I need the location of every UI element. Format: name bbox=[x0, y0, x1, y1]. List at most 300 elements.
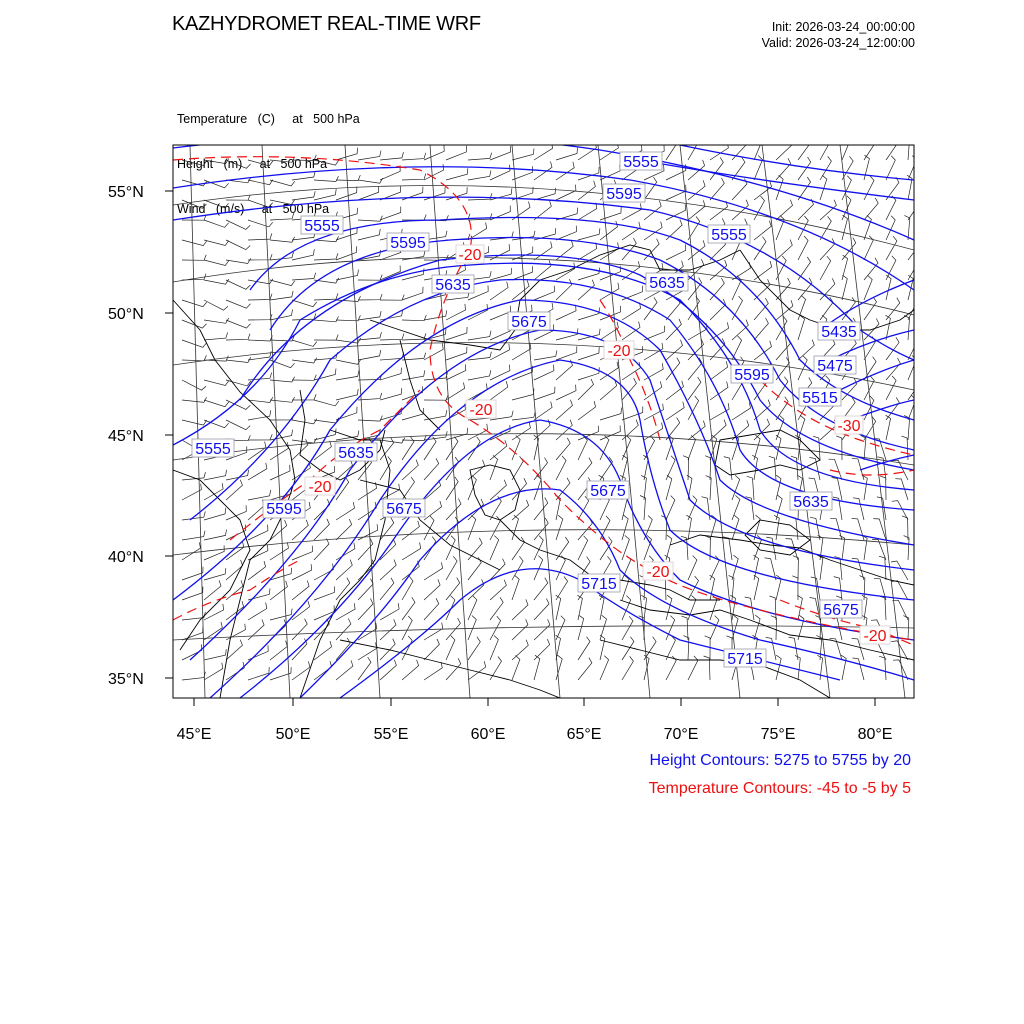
wind-barb bbox=[336, 359, 361, 364]
wind-barb bbox=[248, 442, 266, 460]
wind-barb bbox=[644, 363, 663, 380]
wind-barb bbox=[688, 556, 697, 580]
wind-barb bbox=[852, 518, 864, 540]
wind-barb bbox=[182, 567, 203, 580]
wind-barb bbox=[424, 187, 445, 200]
height-label bbox=[578, 574, 620, 593]
wind-barb bbox=[226, 357, 251, 362]
wind-barb bbox=[490, 146, 511, 160]
wind-barb bbox=[292, 273, 316, 280]
wind-barb bbox=[248, 588, 270, 600]
wind-barb bbox=[226, 662, 244, 680]
field-temperature: Temperature (C) at 500 hPa bbox=[177, 112, 360, 126]
wind-barb bbox=[182, 397, 207, 402]
wind-barb bbox=[862, 595, 867, 620]
wind-barb bbox=[490, 381, 508, 400]
wind-barb bbox=[446, 168, 468, 180]
wind-barb bbox=[683, 456, 689, 480]
wind-barb bbox=[512, 575, 519, 600]
height-label bbox=[799, 388, 841, 407]
wind-barb bbox=[380, 334, 404, 341]
wind-barb bbox=[314, 539, 329, 561]
wind-barb bbox=[292, 601, 310, 620]
wind-barb bbox=[336, 246, 357, 260]
wind-barb bbox=[358, 151, 381, 160]
wind-barb bbox=[314, 176, 339, 181]
wind-barb bbox=[578, 228, 600, 240]
wind-barb bbox=[600, 207, 621, 220]
wind-barb bbox=[754, 196, 765, 220]
svg-text:-20: -20 bbox=[607, 343, 631, 360]
wind-barb bbox=[446, 636, 455, 660]
wind-barb bbox=[578, 401, 596, 420]
wind-barb bbox=[270, 465, 290, 480]
wind-barb bbox=[556, 420, 572, 440]
wind-barb bbox=[666, 418, 680, 440]
wind-barb bbox=[204, 279, 229, 284]
wind-barb bbox=[490, 344, 510, 360]
wind-barb bbox=[204, 568, 226, 580]
wind-barb bbox=[534, 556, 543, 580]
wind-barb bbox=[248, 160, 273, 166]
svg-text:-20: -20 bbox=[863, 628, 887, 645]
wind-barb bbox=[248, 314, 272, 320]
wind-barb bbox=[314, 293, 338, 300]
wind-barb bbox=[358, 374, 382, 380]
height-label bbox=[603, 184, 645, 203]
wind-barb bbox=[490, 282, 508, 300]
wind-barb bbox=[270, 237, 295, 242]
wind-barb bbox=[314, 189, 336, 200]
wind-barb bbox=[336, 407, 357, 420]
wind-barb bbox=[336, 315, 360, 321]
wind-barb bbox=[446, 187, 467, 200]
wind-barb bbox=[248, 410, 271, 420]
wind-barb bbox=[424, 579, 440, 600]
wind-barb bbox=[724, 457, 732, 480]
wind-barb bbox=[402, 543, 421, 561]
wind-barb bbox=[512, 389, 534, 401]
wind-barb bbox=[820, 136, 831, 160]
wind-barb bbox=[792, 576, 798, 600]
wind-barb bbox=[314, 369, 336, 381]
wind-barb bbox=[204, 220, 229, 227]
wind-barb bbox=[512, 599, 528, 620]
wind-barb bbox=[534, 242, 552, 260]
height-label bbox=[818, 322, 860, 341]
wind-barb bbox=[864, 297, 877, 320]
svg-text:5595: 5595 bbox=[266, 501, 302, 518]
wind-barb bbox=[512, 343, 531, 360]
wind-barb bbox=[336, 389, 358, 400]
wind-barb bbox=[710, 420, 726, 441]
wind-barb bbox=[182, 160, 207, 166]
wind-barb bbox=[886, 196, 896, 220]
wind-barb bbox=[666, 456, 675, 480]
wind-barb bbox=[578, 637, 590, 660]
wind-barb bbox=[314, 160, 339, 165]
wind-barb bbox=[578, 658, 592, 680]
wind-barb bbox=[248, 220, 273, 227]
wind-barb bbox=[862, 475, 867, 500]
wind-barb bbox=[358, 311, 381, 320]
wind-barb bbox=[380, 603, 399, 620]
wind-barb bbox=[204, 530, 227, 541]
temp-label bbox=[456, 245, 484, 264]
wind-barb bbox=[226, 258, 251, 263]
wind-barb bbox=[226, 334, 250, 340]
wind-barb bbox=[226, 505, 246, 520]
wind-barb bbox=[402, 561, 419, 580]
wind-barb bbox=[490, 580, 506, 600]
wind-barb bbox=[358, 599, 373, 621]
svg-text:5595: 5595 bbox=[390, 235, 426, 252]
wind-barb bbox=[182, 200, 207, 208]
wind-barb bbox=[292, 438, 317, 443]
wind-barb bbox=[776, 655, 781, 680]
lat-label: 45°N bbox=[108, 428, 144, 445]
wind-barb bbox=[248, 336, 272, 342]
wind-barb bbox=[380, 207, 401, 221]
wind-barb bbox=[226, 220, 250, 229]
wind-barb bbox=[402, 287, 423, 300]
wind-barb bbox=[834, 556, 842, 580]
wind-barb bbox=[862, 535, 867, 560]
svg-text:5675: 5675 bbox=[590, 483, 626, 500]
wind-barb bbox=[182, 627, 203, 640]
init-time: Init: 2026-03-24_00:00:00 bbox=[771, 20, 915, 34]
svg-text:5555: 5555 bbox=[195, 441, 231, 458]
wind-barb bbox=[747, 476, 754, 500]
svg-text:5715: 5715 bbox=[727, 651, 763, 668]
wind-barb bbox=[534, 351, 557, 361]
wind-barb bbox=[292, 375, 316, 381]
wind-barb bbox=[204, 649, 226, 660]
wind-barb bbox=[446, 658, 461, 680]
wind-barb bbox=[270, 620, 286, 641]
wind-barb bbox=[836, 436, 842, 460]
wind-barb bbox=[769, 456, 776, 480]
graticule bbox=[173, 145, 914, 698]
wind-barb bbox=[270, 442, 289, 460]
wind-barb bbox=[270, 568, 292, 580]
wind-barb bbox=[446, 382, 465, 400]
wind-barb bbox=[424, 598, 439, 620]
wind-barb bbox=[336, 619, 351, 641]
wind-barb bbox=[512, 280, 529, 300]
wind-barb bbox=[424, 662, 442, 680]
wind-barb bbox=[204, 318, 229, 323]
wind-barb bbox=[754, 261, 772, 280]
wind-barb bbox=[270, 291, 293, 300]
wind-barb bbox=[248, 294, 272, 300]
height-label bbox=[263, 500, 305, 518]
wind-barb bbox=[182, 531, 205, 540]
wind-barb bbox=[314, 400, 339, 406]
wind-barb bbox=[622, 656, 633, 680]
wind-barb bbox=[686, 515, 691, 540]
wind-barb bbox=[776, 240, 792, 260]
wind-barb bbox=[600, 380, 617, 400]
wind-barb bbox=[622, 222, 640, 240]
wind-barb bbox=[512, 640, 528, 660]
wind-barb bbox=[402, 353, 426, 360]
wind-barb bbox=[468, 170, 491, 180]
wind-barb bbox=[666, 381, 684, 400]
wind-barb bbox=[534, 599, 549, 621]
wind-barb bbox=[314, 499, 330, 520]
wind-barb bbox=[666, 204, 686, 220]
wind-barb bbox=[292, 564, 312, 580]
wind-barb bbox=[556, 515, 563, 540]
wind-barb bbox=[248, 434, 272, 440]
wind-barb bbox=[468, 538, 482, 560]
wind-barb bbox=[754, 318, 768, 340]
height-label-layer bbox=[192, 152, 862, 668]
wind-barb bbox=[853, 658, 865, 680]
wind-barb bbox=[402, 153, 426, 160]
height-label bbox=[192, 439, 234, 458]
svg-text:5515: 5515 bbox=[802, 390, 838, 407]
wind-barb bbox=[886, 216, 895, 240]
wind-barb bbox=[512, 537, 525, 560]
wind-barb bbox=[292, 313, 316, 320]
wind-barb bbox=[226, 160, 251, 168]
wind-barb bbox=[336, 148, 358, 160]
wind-barb bbox=[424, 343, 443, 360]
wind-barb bbox=[776, 397, 788, 420]
wind-barb bbox=[380, 388, 402, 400]
svg-text:5715: 5715 bbox=[581, 576, 617, 593]
wind-barb bbox=[490, 306, 510, 320]
wind-barb bbox=[380, 578, 394, 600]
wind-barb bbox=[600, 457, 613, 480]
wind-barb bbox=[842, 378, 857, 400]
svg-text:-30: -30 bbox=[837, 418, 861, 435]
wind-barb bbox=[710, 157, 723, 180]
wind-barb bbox=[732, 402, 751, 420]
lon-label: 70°E bbox=[663, 726, 699, 743]
map-frame bbox=[173, 145, 914, 698]
height-label bbox=[731, 365, 773, 384]
wind-barb bbox=[534, 498, 548, 520]
svg-text:5635: 5635 bbox=[649, 275, 685, 292]
wind-barb bbox=[204, 508, 226, 520]
wind-barb bbox=[270, 280, 295, 286]
field-wind: Wind (m/s) at 500 hPa bbox=[177, 202, 330, 216]
wind-barb bbox=[556, 305, 576, 320]
wind-barb bbox=[622, 302, 641, 320]
wind-barb bbox=[424, 310, 447, 320]
svg-text:5675: 5675 bbox=[386, 501, 422, 518]
wind-barb bbox=[710, 201, 728, 220]
wind-barb bbox=[182, 672, 205, 680]
height-label bbox=[387, 233, 429, 252]
wind-barb bbox=[358, 178, 383, 183]
wind-barb bbox=[688, 421, 705, 440]
wind-barb bbox=[468, 579, 484, 600]
wind-barb bbox=[512, 556, 523, 580]
wind-barb bbox=[798, 137, 811, 160]
height-label bbox=[724, 649, 766, 668]
wind-barb bbox=[666, 137, 678, 160]
wind-barb bbox=[556, 556, 565, 580]
wind-barb bbox=[314, 661, 332, 680]
wind-barb bbox=[226, 300, 251, 308]
wind-barb bbox=[204, 545, 224, 560]
wind-barb bbox=[358, 416, 382, 422]
wind-barb bbox=[358, 579, 373, 600]
wind-barb bbox=[766, 637, 776, 660]
wind-barb bbox=[446, 556, 457, 580]
wind-barb bbox=[842, 136, 850, 161]
svg-text:5555: 5555 bbox=[304, 218, 340, 235]
wind-barb bbox=[688, 377, 701, 400]
wind-barb bbox=[512, 619, 528, 640]
wind-barb bbox=[424, 562, 443, 580]
wind-barb bbox=[864, 337, 876, 361]
svg-text:-20: -20 bbox=[646, 564, 670, 581]
wind-barb bbox=[688, 396, 699, 420]
lon-label: 45°E bbox=[176, 726, 212, 743]
wind-barb bbox=[534, 365, 554, 380]
wind-barb bbox=[622, 515, 628, 540]
lon-label: 55°E bbox=[373, 726, 409, 743]
wind-barb bbox=[182, 511, 205, 520]
wind-barb bbox=[688, 656, 698, 680]
wind-barb bbox=[292, 300, 317, 307]
wind-barb bbox=[248, 351, 271, 360]
wind-barb bbox=[710, 361, 728, 380]
wind-barb bbox=[226, 380, 251, 386]
wind-barb bbox=[336, 477, 349, 500]
wind-barb bbox=[468, 153, 492, 160]
svg-text:5635: 5635 bbox=[338, 445, 374, 462]
wind-barb bbox=[832, 478, 842, 501]
wind-barb bbox=[534, 619, 550, 640]
wind-barb bbox=[512, 231, 535, 240]
wind-barb bbox=[270, 542, 289, 560]
height-label bbox=[432, 275, 474, 294]
wind-barb bbox=[798, 315, 805, 340]
wind-barb bbox=[490, 325, 510, 340]
wind-barb bbox=[402, 215, 426, 221]
wind-barb bbox=[622, 203, 641, 220]
wind-barb bbox=[556, 385, 576, 400]
svg-text:5635: 5635 bbox=[435, 277, 471, 294]
height-label bbox=[708, 225, 750, 244]
wind-barb bbox=[424, 395, 448, 401]
wind-barb bbox=[446, 428, 468, 440]
wind-barb bbox=[776, 256, 786, 280]
wind-barb bbox=[754, 575, 759, 600]
wind-barb bbox=[706, 476, 712, 500]
temp-label bbox=[305, 477, 335, 496]
wind-barb bbox=[710, 278, 724, 300]
wind-barb bbox=[336, 502, 355, 520]
wind-barb bbox=[182, 340, 207, 347]
wind-barb bbox=[702, 497, 711, 520]
wind-barb bbox=[556, 226, 576, 240]
wind-barb bbox=[644, 177, 657, 200]
wind-barb bbox=[292, 191, 315, 200]
wind-barb bbox=[556, 162, 574, 180]
temperature-contours-info: Temperature Contours: -45 to -5 by 5 bbox=[648, 780, 911, 797]
wind-barb bbox=[886, 236, 897, 260]
wind-barb bbox=[446, 304, 466, 320]
wind-barb bbox=[358, 350, 381, 360]
wind-barb bbox=[358, 229, 380, 240]
wind-barb bbox=[182, 542, 201, 560]
wind-barb bbox=[776, 139, 792, 160]
wind-barb bbox=[248, 490, 271, 500]
wind-barb bbox=[578, 203, 597, 220]
wind-barb bbox=[402, 576, 413, 600]
wind-barb bbox=[732, 475, 740, 500]
wind-barb bbox=[864, 276, 872, 301]
wind-barb bbox=[864, 258, 878, 280]
wind-barb bbox=[226, 420, 250, 430]
wind-barb bbox=[776, 495, 782, 520]
wind-barb bbox=[182, 612, 205, 620]
wind-barb bbox=[336, 187, 357, 200]
wind-barb bbox=[402, 315, 426, 321]
wind-barb bbox=[226, 280, 250, 289]
wind-barb bbox=[402, 460, 418, 480]
wind-barb bbox=[204, 300, 228, 310]
wind-barb bbox=[754, 615, 760, 640]
wind-barb bbox=[380, 518, 394, 540]
wind-barb bbox=[314, 418, 339, 423]
wind-barb bbox=[710, 178, 724, 200]
wind-barb bbox=[204, 483, 223, 500]
wind-barb bbox=[556, 185, 576, 200]
wind-barb bbox=[424, 145, 444, 160]
wind-barb bbox=[292, 358, 317, 363]
wind-barb bbox=[248, 667, 269, 680]
wind-barb bbox=[578, 181, 595, 200]
svg-text:5675: 5675 bbox=[823, 602, 859, 619]
wind-barb bbox=[600, 656, 609, 680]
wind-barb bbox=[446, 596, 455, 620]
wind-barb bbox=[468, 557, 481, 580]
svg-text:-20: -20 bbox=[469, 402, 493, 419]
svg-text:-20: -20 bbox=[458, 247, 482, 264]
wind-barb bbox=[182, 240, 207, 246]
lat-label: 55°N bbox=[108, 184, 144, 201]
wind-barb bbox=[182, 484, 201, 500]
valid-time: Valid: 2026-03-24_12:00:00 bbox=[761, 36, 915, 50]
wind-barb bbox=[446, 536, 455, 560]
wind-barb bbox=[490, 636, 498, 661]
wind-barb bbox=[666, 656, 676, 680]
wind-barb bbox=[292, 394, 316, 400]
wind-barb bbox=[204, 580, 221, 600]
wind-barb bbox=[468, 616, 476, 641]
wind-barb bbox=[402, 408, 424, 420]
wind-barb bbox=[424, 639, 439, 660]
wind-barb bbox=[402, 616, 412, 640]
wind-barb bbox=[754, 136, 763, 161]
wind-barb bbox=[182, 587, 203, 600]
wind-barb bbox=[886, 415, 891, 440]
wind-barb bbox=[336, 519, 352, 540]
wind-barb bbox=[468, 370, 491, 380]
wind-barb bbox=[729, 575, 734, 600]
wind-barb bbox=[776, 278, 790, 300]
wind-barb bbox=[226, 525, 246, 541]
wind-barb bbox=[336, 603, 355, 620]
